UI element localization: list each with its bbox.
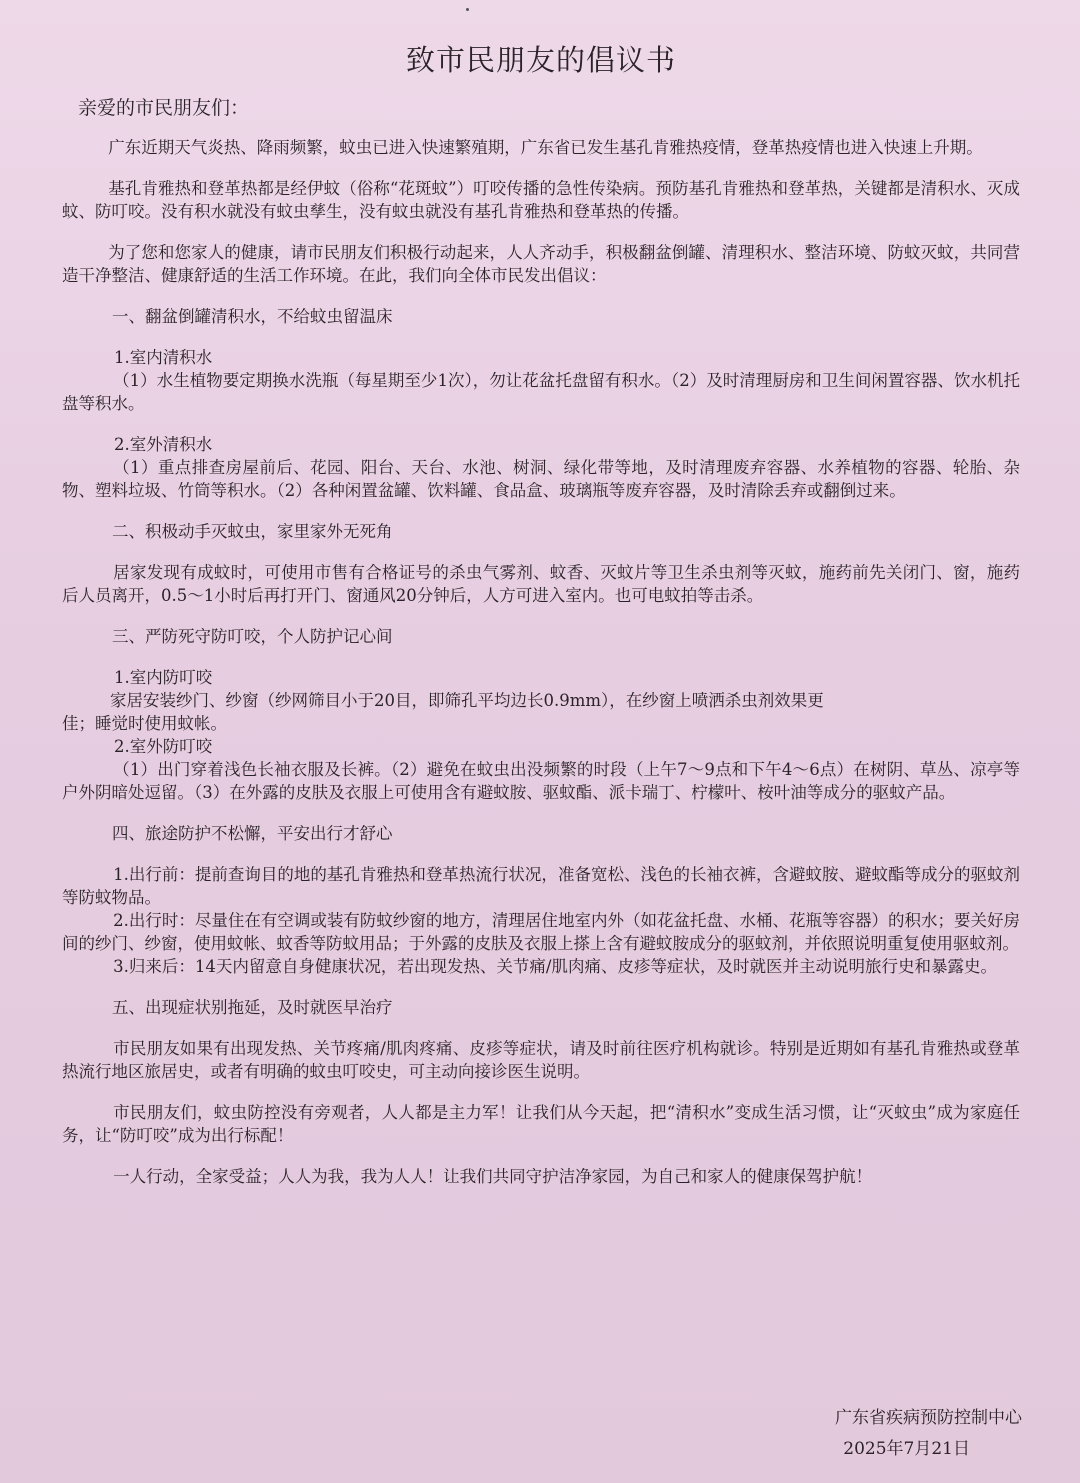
intro-paragraph-2: 基孔肯雅热和登革热都是经伊蚊（俗称“花斑蚊”）叮咬传播的急性传染病。预防基孔肯雅热和登革热，关键都是清积水、灭成蚊、防叮咬。没有积水就没有蚊虫孳生，没有蚊虫就没有基孔肯雅热和登革热的传播。 [62, 179, 1020, 221]
paper-speck [466, 8, 469, 11]
section-3-sub1-title: 1.室内防叮咬 [114, 668, 213, 687]
document-title: 致市民朋友的倡议书 [405, 43, 676, 77]
section-4-item-2: 2.出行时：尽量住在有空调或装有防蚊纱窗的地方，清理居住地室内外（如花盆托盘、水桶、花瓶等容器）的积水；要关好房间的纱门、纱窗，使用蚊帐、蚊香等防蚊用品；于外露的皮肤及衣服上搽上含有避蚊胺成分的驱蚊剂，并依照说明重复使用驱蚊剂。 [62, 911, 1020, 953]
section-4-heading: 四、旅途防护不松懈，平安出行才舒心 [112, 824, 393, 843]
salutation: 亲爱的市民朋友们： [78, 97, 250, 119]
section-1-sub1-title: 1.室内清积水 [114, 348, 213, 367]
signature-organization: 广东省疾病预防控制中心 [835, 1408, 1022, 1428]
section-1-sub2-title: 2.室外清积水 [114, 435, 213, 454]
closing-paragraph-2: 一人行动，全家受益；人人为我，我为人人！让我们共同守护洁净家园，为自己和家人的健康保驾护航！ [113, 1167, 873, 1186]
section-3-sub1-text-a: 家居安装纱门、纱窗（纱网筛目小于20目，即筛孔平均边长0.9mm），在纱窗上喷洒杀虫剂效果更 [110, 691, 824, 710]
section-4-item-1: 1.出行前：提前查询目的地的基孔肯雅热和登革热流行状况，准备宽松、浅色的长袖衣裤，含避蚊胺、避蚊酯等成分的驱蚊剂等防蚊物品。 [62, 865, 1020, 907]
section-3-sub2-text: （1）出门穿着浅色长袖衣服及长裤。（2）避免在蚊虫出没频繁的时段（上午7～9点和下午4～6点）在树阴、草丛、凉亭等户外阴暗处逗留。（3）在外露的皮肤及衣服上可使用含有避蚊胺、驱蚊酯、派卡瑞丁、柠檬叶、桉叶油等成分的驱蚊产品。 [62, 760, 1020, 802]
section-3-heading: 三、严防死守防叮咬，个人防护记心间 [112, 627, 393, 646]
section-3-sub2-title: 2.室外防叮咬 [114, 737, 213, 756]
section-3-sub1-text-b: 佳；睡觉时使用蚊帐。 [62, 714, 227, 733]
section-2-heading: 二、积极动手灭蚊虫，家里家外无死角 [112, 522, 393, 541]
signature-date: 2025年7月21日 [843, 1439, 970, 1459]
section-1-sub2-text: （1）重点排查房屋前后、花园、阳台、天台、水池、树洞、绿化带等地，及时清理废弃容器、水养植物的容器、轮胎、杂物、塑料垃圾、竹筒等积水。（2）各种闲置盆罐、饮料罐、食品盒、玻璃瓶等废弃容器，及时清除丢弃或翻倒过来。 [62, 458, 1020, 500]
intro-paragraph-1: 广东近期天气炎热、降雨频繁，蚊虫已进入快速繁殖期，广东省已发生基孔肯雅热疫情，登革热疫情也进入快速上升期。 [108, 138, 983, 157]
section-2-text: 居家发现有成蚊时，可使用市售有合格证号的杀虫气雾剂、蚊香、灭蚊片等卫生杀虫剂等灭蚊，施药前先关闭门、窗，施药后人员离开，0.5～1小时后再打开门、窗通风20分钟后，人方可进入室内。也可电蚊拍等击杀。 [62, 563, 1020, 605]
section-4-item-3: 3.归来后：14天内留意自身健康状况，若出现发热、关节痛/肌肉痛、皮疹等症状，及时就医并主动说明旅行史和暴露史。 [113, 957, 997, 976]
closing-paragraph-1: 市民朋友们，蚊虫防控没有旁观者，人人都是主力军！让我们从今天起，把“清积水”变成生活习惯，让“灭蚊虫”成为家庭任务，让“防叮咬”成为出行标配！ [62, 1103, 1020, 1145]
section-5-text: 市民朋友如果有出现发热、关节疼痛/肌肉疼痛、皮疹等症状，请及时前往医疗机构就诊。特别是近期如有基孔肯雅热或登革热流行地区旅居史，或者有明确的蚊虫叮咬史，可主动向接诊医生说明。 [62, 1039, 1020, 1081]
section-1-heading: 一、翻盆倒罐清积水，不给蚊虫留温床 [112, 307, 393, 326]
section-5-heading: 五、出现症状别拖延，及时就医早治疗 [112, 998, 393, 1017]
section-1-sub1-text: （1）水生植物要定期换水洗瓶（每星期至少1次），勿让花盆托盘留有积水。（2）及时清理厨房和卫生间闲置容器、饮水机托盘等积水。 [62, 371, 1020, 413]
intro-paragraph-3: 为了您和您家人的健康，请市民朋友们积极行动起来，人人齐动手，积极翻盆倒罐、清理积水、整洁环境、防蚊灭蚊，共同营造干净整洁、健康舒适的生活工作环境。在此，我们向全体市民发出倡议： [62, 243, 1020, 285]
